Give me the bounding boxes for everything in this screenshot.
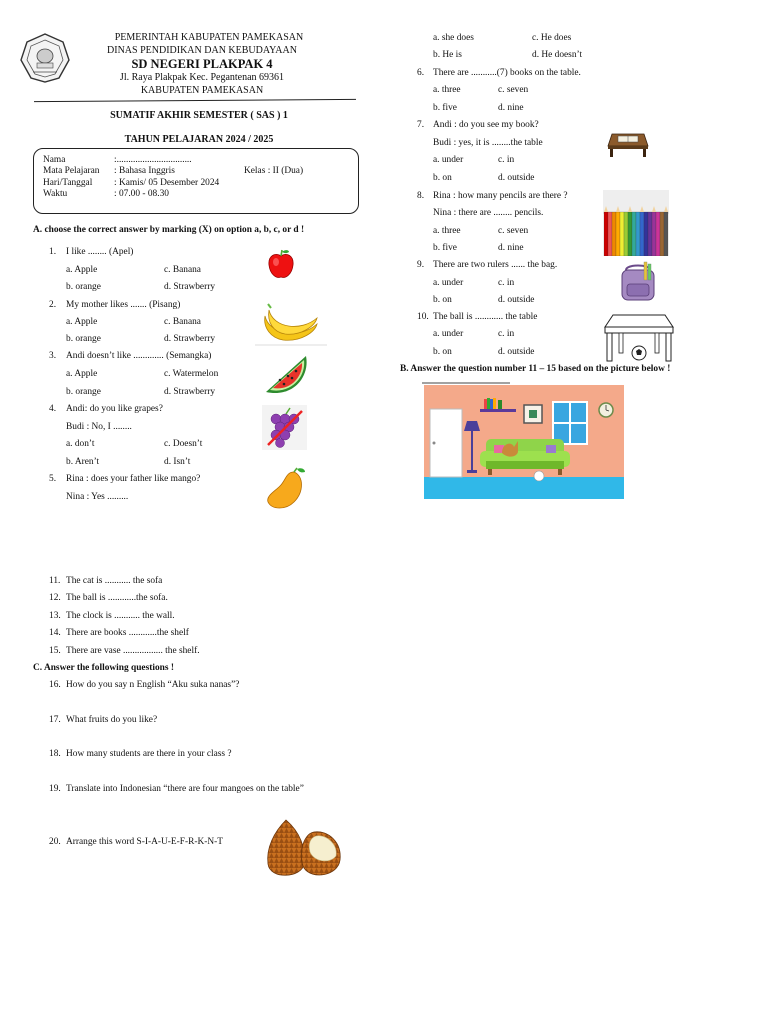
hari-value: : Kamis/ 05 Desember 2024 — [114, 178, 220, 188]
header-line-2: DINAS PENDIDIKAN DAN KEBUDAYAAN — [107, 45, 297, 56]
header-divider — [34, 99, 356, 102]
q7-text-2: Budi : yes, it is ........the table — [433, 138, 543, 148]
q17-number: 17. — [49, 715, 61, 725]
q1-option-c[interactable]: c. Banana — [164, 265, 201, 275]
q2-option-c[interactable]: c. Banana — [164, 317, 201, 327]
q7-option-a[interactable]: a. under — [433, 155, 464, 165]
q18-text: How many students are there in your class ? — [66, 749, 232, 759]
q13-number: 13. — [49, 611, 61, 621]
q17-text: What fruits do you like? — [66, 715, 158, 725]
living-room-picture — [420, 381, 626, 499]
q16-text: How do you say n English “Aku suka nanas”? — [66, 680, 240, 690]
q3-option-c[interactable]: c. Watermelon — [164, 369, 219, 379]
q11-number: 11. — [49, 576, 61, 586]
q6-option-b[interactable]: b. five — [433, 103, 457, 113]
q9-option-c[interactable]: c. in — [498, 278, 515, 288]
q10-option-a[interactable]: a. under — [433, 329, 464, 339]
q12-text: The ball is ............the sofa. — [66, 593, 168, 603]
mango-picture — [264, 466, 308, 510]
q4-option-c[interactable]: c. Doesn’t — [164, 439, 203, 449]
pencils-picture — [603, 190, 669, 256]
q15-number: 15. — [49, 646, 61, 656]
waktu-value: : 07.00 - 08.30 — [114, 189, 169, 199]
q7-option-b[interactable]: b. on — [433, 173, 452, 183]
mapel-label: Mata Pelajaran — [43, 166, 100, 176]
q5-option-b[interactable]: b. He is — [433, 50, 462, 60]
q2-number: 2. — [49, 300, 57, 310]
q10-option-b[interactable]: b. on — [433, 347, 452, 357]
q4-option-d[interactable]: d. Isn’t — [164, 457, 191, 467]
q7-text: Andi : do you see my book? — [433, 120, 539, 130]
q10-text: The ball is ............ the table — [433, 312, 538, 322]
q8-text-2: Nina : there are ........ pencils. — [433, 208, 544, 218]
q4-option-a[interactable]: a. don’t — [66, 439, 95, 449]
mapel-value: : Bahasa Inggris — [114, 166, 175, 176]
q4-text-2: Budi : No, I ........ — [66, 422, 132, 432]
q15-text: There are vase ................. the shelf. — [66, 646, 200, 656]
q8-option-a[interactable]: a. three — [433, 226, 461, 236]
kelas-value: Kelas : II (Dua) — [244, 166, 304, 176]
q9-option-b[interactable]: b. on — [433, 295, 452, 305]
q3-option-b[interactable]: b. orange — [66, 387, 101, 397]
grapes-picture — [262, 405, 307, 450]
q10-option-c[interactable]: c. in — [498, 329, 515, 339]
section-b-title: B. Answer the question number 11 – 15 based on the picture below ! — [400, 364, 671, 374]
hari-label: Hari/Tanggal — [43, 178, 93, 188]
q8-number: 8. — [417, 191, 425, 201]
q6-option-d[interactable]: d. nine — [498, 103, 524, 113]
bag-picture — [618, 260, 658, 302]
q1-option-d[interactable]: d. Strawberry — [164, 282, 216, 292]
q2-text: My mother likes ....... (Pisang) — [66, 300, 181, 310]
section-c-title: C. Answer the following questions ! — [33, 663, 174, 673]
q6-number: 6. — [417, 68, 425, 78]
q11-text: The cat is ........... the sofa — [66, 576, 163, 586]
q14-text: There are books ............the shelf — [66, 628, 189, 638]
exam-title: SUMATIF AKHIR SEMESTER ( SAS ) 1 — [110, 110, 288, 121]
book-on-table-picture — [606, 130, 650, 158]
nama-label: Nama — [43, 155, 66, 165]
header-line-1: PEMERINTAH KABUPATEN PAMEKASAN — [114, 32, 304, 43]
q1-number: 1. — [49, 247, 57, 257]
q14-number: 14. — [49, 628, 61, 638]
q8-option-c[interactable]: c. seven — [498, 226, 529, 236]
q1-text: I like ........ (Apel) — [66, 247, 134, 257]
academic-year: TAHUN PELAJARAN 2024 / 2025 — [124, 134, 274, 145]
q2-option-d[interactable]: d. Strawberry — [164, 334, 216, 344]
school-address: Jl. Raya Plakpak Kec. Pegantenan 69361 — [119, 72, 285, 83]
q6-option-a[interactable]: a. three — [433, 85, 461, 95]
table-with-ball-picture — [603, 313, 675, 363]
banana-picture — [255, 300, 327, 346]
q20-text: Arrange this word S-I-A-U-E-F-R-K-N-T — [66, 837, 223, 847]
q3-option-d[interactable]: d. Strawberry — [164, 387, 216, 397]
q5-option-d[interactable]: d. He doesn’t — [532, 50, 583, 60]
q6-text: There are ...........(7) books on the table. — [433, 68, 581, 78]
q7-option-c[interactable]: c. in — [498, 155, 515, 165]
q8-option-d[interactable]: d. nine — [498, 243, 524, 253]
school-logo — [19, 32, 71, 84]
q8-text: Rina : how many pencils are there ? — [433, 191, 568, 201]
school-name: SD NEGERI PLAKPAK 4 — [131, 57, 273, 71]
section-a-title: A. choose the correct answer by marking (X) on option a, b, c, or d ! — [33, 225, 305, 235]
nama-field[interactable]: :................................ — [114, 155, 192, 165]
q9-text: There are two rulers ...... the bag. — [433, 260, 558, 270]
q9-option-a[interactable]: a. under — [433, 278, 464, 288]
q6-option-c[interactable]: c. seven — [498, 85, 529, 95]
q2-option-a[interactable]: a. Apple — [66, 317, 98, 327]
q1-option-a[interactable]: a. Apple — [66, 265, 98, 275]
q5-option-a[interactable]: a. she does — [433, 33, 474, 43]
q7-option-d[interactable]: d. outside — [498, 173, 535, 183]
q1-option-b[interactable]: b. orange — [66, 282, 101, 292]
q13-text: The clock is ........... the wall. — [66, 611, 175, 621]
salak-fruit-picture — [264, 818, 344, 884]
q18-number: 18. — [49, 749, 61, 759]
q3-number: 3. — [49, 351, 57, 361]
q20-number: 20. — [49, 837, 61, 847]
q4-option-b[interactable]: b. Aren’t — [66, 457, 100, 467]
q3-option-a[interactable]: a. Apple — [66, 369, 98, 379]
header-regency: KABUPATEN PAMEKASAN — [140, 85, 264, 96]
q10-number: 10. — [417, 312, 429, 322]
q5-option-c[interactable]: c. He does — [532, 33, 572, 43]
q10-option-d[interactable]: d. outside — [498, 347, 535, 357]
q2-option-b[interactable]: b. orange — [66, 334, 101, 344]
q5-text-2: Nina : Yes ......... — [66, 492, 129, 502]
apple-picture — [266, 248, 296, 280]
q4-number: 4. — [49, 404, 57, 414]
q5-number: 5. — [49, 474, 57, 484]
q12-number: 12. — [49, 593, 61, 603]
q16-number: 16. — [49, 680, 61, 690]
watermelon-picture — [262, 352, 310, 400]
q7-number: 7. — [417, 120, 425, 130]
q19-text: Translate into Indonesian “there are four mangoes on the table” — [66, 784, 304, 794]
q9-number: 9. — [417, 260, 425, 270]
q8-option-b[interactable]: b. five — [433, 243, 457, 253]
q3-text: Andi doesn’t like ............. (Semangka) — [66, 351, 212, 361]
waktu-label: Waktu — [43, 189, 68, 199]
q4-text: Andi: do you like grapes? — [66, 404, 163, 414]
q5-text: Rina : does your father like mango? — [66, 474, 201, 484]
q9-option-d[interactable]: d. outside — [498, 295, 535, 305]
q19-number: 19. — [49, 784, 61, 794]
